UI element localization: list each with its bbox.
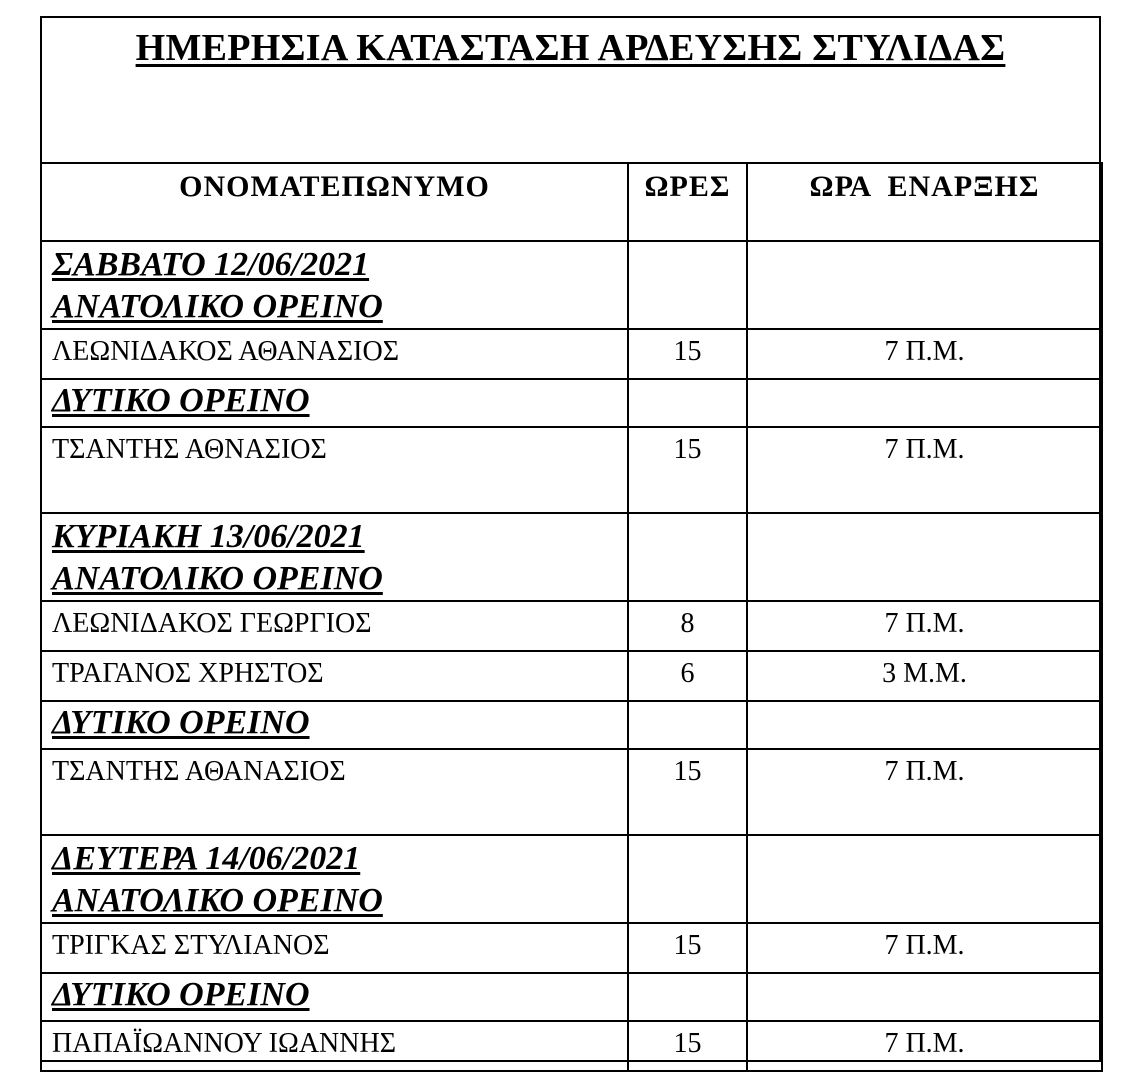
hours-value: 6 xyxy=(680,658,695,689)
start-cell xyxy=(747,329,1102,379)
empty-cell xyxy=(628,513,747,601)
table-row xyxy=(41,749,1102,835)
start-value: 7 Π.Μ. xyxy=(884,608,965,639)
empty-cell xyxy=(628,701,747,749)
name-cell xyxy=(41,749,628,835)
name-cell xyxy=(41,427,628,513)
day-date: ΚΥΡΙΑΚΗ 13/06/2021 xyxy=(52,518,365,555)
hours-cell xyxy=(628,601,747,651)
region-west-label: ΔΥΤΙΚΟ ΟΡΕΙΝΟ xyxy=(52,704,310,741)
irrigation-schedule-table xyxy=(40,162,1103,1072)
empty-cell xyxy=(628,973,747,1021)
person-name: ΛΕΩΝΙΔΑΚΟΣ ΑΘΑΝΑΣΙΟΣ xyxy=(52,336,400,367)
start-cell xyxy=(747,651,1102,701)
start-cell xyxy=(747,749,1102,835)
document-title: ΗΜΕΡΗΣΙΑ ΚΑΤΑΣΤΑΣΗ ΑΡΔΕΥΣΗΣ ΣΤΥΛΙΔΑΣ xyxy=(135,27,1006,69)
name-cell xyxy=(41,601,628,651)
hours-cell xyxy=(628,749,747,835)
region-row xyxy=(41,973,1102,1021)
region-row xyxy=(41,379,1102,427)
hours-cell xyxy=(628,923,747,973)
hours-cell xyxy=(628,1021,747,1071)
name-cell xyxy=(41,1021,628,1071)
table-header-row xyxy=(41,163,1102,241)
person-name: ΛΕΩΝΙΔΑΚΟΣ ΓΕΩΡΓΙΟΣ xyxy=(52,608,372,639)
region-west-label: ΔΥΤΙΚΟ ΟΡΕΙΝΟ xyxy=(52,976,310,1013)
start-cell xyxy=(747,601,1102,651)
hours-value: 15 xyxy=(673,756,702,787)
header-hours: ΩΡΕΣ xyxy=(644,170,731,203)
hours-value: 15 xyxy=(673,434,702,465)
hours-value: 8 xyxy=(680,608,695,639)
empty-cell xyxy=(628,835,747,923)
region-row xyxy=(41,701,1102,749)
empty-cell xyxy=(747,973,1102,1021)
name-cell xyxy=(41,923,628,973)
start-cell xyxy=(747,1021,1102,1071)
start-value: 7 Π.Μ. xyxy=(884,1028,965,1059)
name-cell xyxy=(41,329,628,379)
day-section-row xyxy=(41,513,1102,601)
day-heading-cell xyxy=(41,513,628,601)
day-date: ΔΕΥΤΕΡΑ 14/06/2021 xyxy=(52,840,361,877)
header-name: ΟΝΟΜΑΤΕΠΩΝΥΜΟ xyxy=(179,170,490,203)
table-row xyxy=(41,923,1102,973)
region-cell xyxy=(41,379,628,427)
day-date: ΣΑΒΒΑΤΟ 12/06/2021 xyxy=(52,246,370,283)
hours-cell xyxy=(628,329,747,379)
document-page xyxy=(40,16,1101,1062)
hours-cell xyxy=(628,651,747,701)
day-section-row xyxy=(41,241,1102,329)
region-cell xyxy=(41,973,628,1021)
table-row xyxy=(41,329,1102,379)
region-east-label: ΑΝΑΤΟΛΙΚΟ ΟΡΕΙΝΟ xyxy=(52,560,383,597)
day-section-row xyxy=(41,835,1102,923)
start-value: 7 Π.Μ. xyxy=(884,930,965,961)
header-cell-name xyxy=(41,163,628,241)
empty-cell xyxy=(747,701,1102,749)
start-cell xyxy=(747,923,1102,973)
empty-cell xyxy=(628,379,747,427)
table-row xyxy=(41,1021,1102,1071)
region-east-label: ΑΝΑΤΟΛΙΚΟ ΟΡΕΙΝΟ xyxy=(52,882,383,919)
empty-cell xyxy=(628,241,747,329)
table-row xyxy=(41,601,1102,651)
day-heading-cell xyxy=(41,241,628,329)
empty-cell xyxy=(747,513,1102,601)
hours-value: 15 xyxy=(673,930,702,961)
start-value: 7 Π.Μ. xyxy=(884,434,965,465)
header-cell-start xyxy=(747,163,1102,241)
region-cell xyxy=(41,701,628,749)
person-name: ΤΣΑΝΤΗΣ ΑΘΑΝΑΣΙΟΣ xyxy=(52,756,346,787)
start-value: 7 Π.Μ. xyxy=(884,336,965,367)
region-east-label: ΑΝΑΤΟΛΙΚΟ ΟΡΕΙΝΟ xyxy=(52,288,383,325)
start-value: 3 Μ.Μ. xyxy=(882,658,967,689)
hours-cell xyxy=(628,427,747,513)
empty-cell xyxy=(747,835,1102,923)
header-start: ΩΡΑ ΕΝΑΡΞΗΣ xyxy=(809,170,1040,203)
empty-cell xyxy=(747,241,1102,329)
hours-value: 15 xyxy=(673,1028,702,1059)
start-cell xyxy=(747,427,1102,513)
hours-value: 15 xyxy=(673,336,702,367)
start-value: 7 Π.Μ. xyxy=(884,756,965,787)
person-name: ΤΡΙΓΚΑΣ ΣΤΥΛΙΑΝΟΣ xyxy=(52,930,330,961)
day-heading-cell xyxy=(41,835,628,923)
region-west-label: ΔΥΤΙΚΟ ΟΡΕΙΝΟ xyxy=(52,382,310,419)
table-row xyxy=(41,427,1102,513)
table-row xyxy=(41,651,1102,701)
person-name: ΤΣΑΝΤΗΣ ΑΘΝΑΣΙΟΣ xyxy=(52,434,327,465)
header-cell-hours xyxy=(628,163,747,241)
person-name: ΤΡΑΓΑΝΟΣ ΧΡΗΣΤΟΣ xyxy=(52,658,324,689)
empty-cell xyxy=(747,379,1102,427)
title-block xyxy=(42,18,1099,164)
name-cell xyxy=(41,651,628,701)
person-name: ΠΑΠΑΪΩΑΝΝΟΥ ΙΩΑΝΝΗΣ xyxy=(52,1028,396,1059)
